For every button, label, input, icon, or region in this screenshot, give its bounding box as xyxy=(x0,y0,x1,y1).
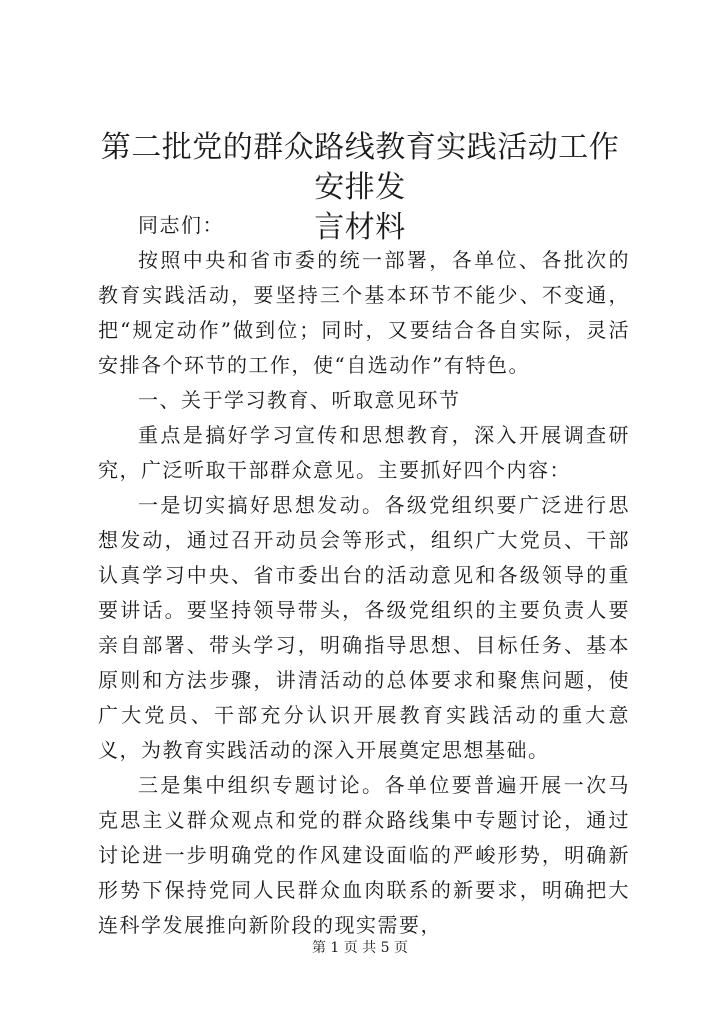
item-one-paragraph: 一是切实搞好思想发动。各级党组织要广泛进行思想发动，通过召开动员会等形式，组织广大党员、干部认真学习中央、省市委出台的活动意见和各级领导的重要讲话。要坚持领导带头，各级党组织的主要负责人要亲自部署、带头学习，明确指导思想、目标任务、基本原则和方法步骤，讲清活动的总体要求和聚焦问题，使广大党员、干部充分认识开展教育实践活动的重大意义，为教育实践活动的深入开展奠定思想基础。 xyxy=(98,493,630,762)
document-body xyxy=(98,208,630,943)
title-line-2: 言材料 xyxy=(314,210,406,245)
section-heading-1: 一、关于学习教育、听取意见环节 xyxy=(138,388,461,412)
item-three-paragraph: 三是集中组织专题讨论。各单位要普遍开展一次马克思主义群众观点和党的群众路线集中专题讨论，通过讨论进一步明确党的作风建设面临的严峻形势，明确新形势下保持党同人民群众血肉联系的新要求，明确把大连科学发展推向新阶段的现实需要， xyxy=(98,773,630,937)
title-line-1: 第二批党的群众路线教育实践活动工作安排发 xyxy=(100,130,620,205)
page-footer: 第 1 页 共 5 页 xyxy=(311,940,409,956)
section-summary-paragraph: 重点是搞好学习宣传和思想教育，深入开展调查研究，广泛听取干部群众意见。主要抓好四个内容： xyxy=(98,423,630,482)
salutation-paragraph: 同志们： xyxy=(138,213,224,237)
intro-paragraph: 按照中央和省市委的统一部署，各单位、各批次的教育实践活动，要坚持三个基本环节不能少、不变通，把“规定动作”做到位；同时，又要结合各自实际，灵活安排各个环节的工作，使“自选动作”有特色。 xyxy=(98,248,630,377)
